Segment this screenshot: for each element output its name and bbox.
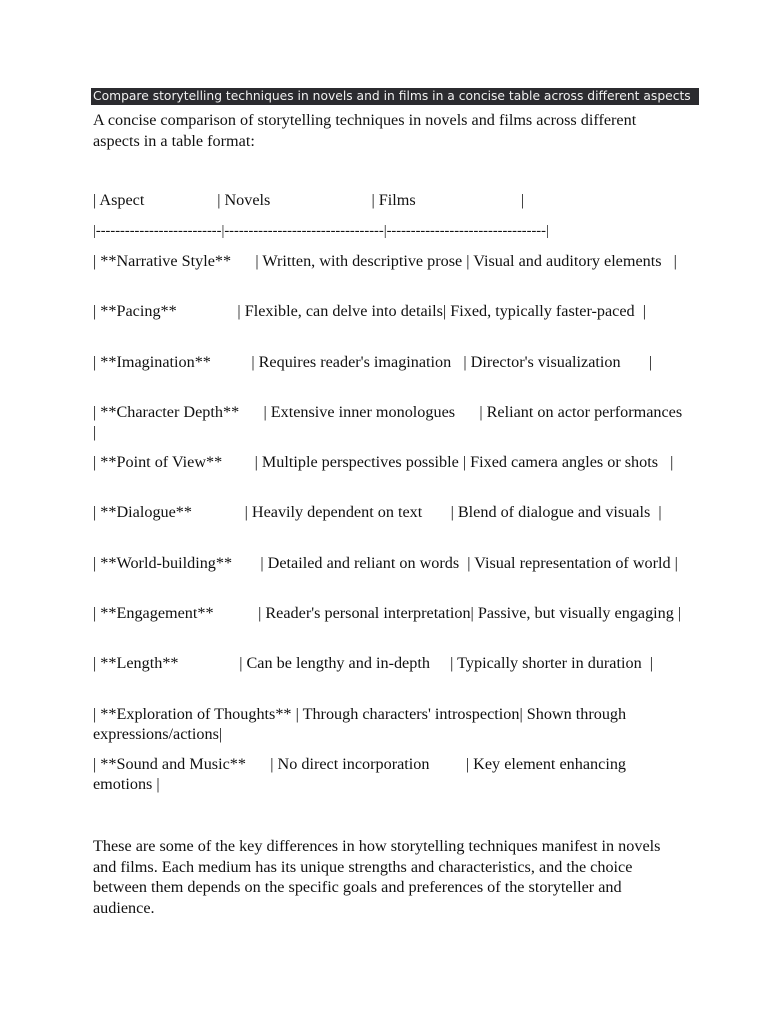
table-row: | **Narrative Style** | Written, with descriptive prose | Visual and auditory elements | (93, 252, 677, 270)
table-row: | **Engagement** | Reader's personal interpretation| Passive, but visually engaging | (93, 604, 682, 623)
table-row: | **Length** | Can be lengthy and in-depth | Typically shorter in duration | (93, 654, 654, 673)
table-row: | **Exploration of Thoughts** | Through characters' introspection| Shown through expressions/actions| (93, 704, 631, 744)
table-row: | **Point of View** | Multiple perspectives possible | Fixed camera angles or shots | (93, 453, 674, 472)
table-row: | **World-building** | Detailed and reliant on words | Visual representation of world | (93, 553, 678, 572)
table-row: | **Sound and Music** | No direct incorporation | Key element enhancing emotions | (93, 754, 631, 794)
intro-paragraph: A concise comparison of storytelling techniques in novels and films across different aspects in a table format: (93, 111, 637, 150)
table-row: | **Pacing** | Flexible, can delve into details| Fixed, typically faster-paced | (93, 302, 646, 321)
table-row: | **Character Depth** | Extensive inner monologues | Reliant on actor performances | (93, 402, 691, 442)
prompt-banner: Compare storytelling techniques in novels and in films in a concise table across different aspects (91, 88, 699, 105)
table-header-row: | Aspect | Novels | Films | (93, 191, 525, 209)
table-separator-row: |--------------------------|---------------------------------|---------------------------------| (93, 223, 549, 239)
outro-paragraph: These are some of the key differences in how storytelling techniques manifest in novels and films. Each medium has its unique strengths and characteristics, and the choice between them depends on the specific goals and preferences of the storyteller and audience. (93, 837, 661, 917)
table-row: | **Dialogue** | Heavily dependent on text | Blend of dialogue and visuals | (93, 503, 662, 522)
table-rows (93, 251, 691, 804)
table-row: | **Imagination** | Requires reader's imagination | Director's visualization | (93, 352, 653, 371)
